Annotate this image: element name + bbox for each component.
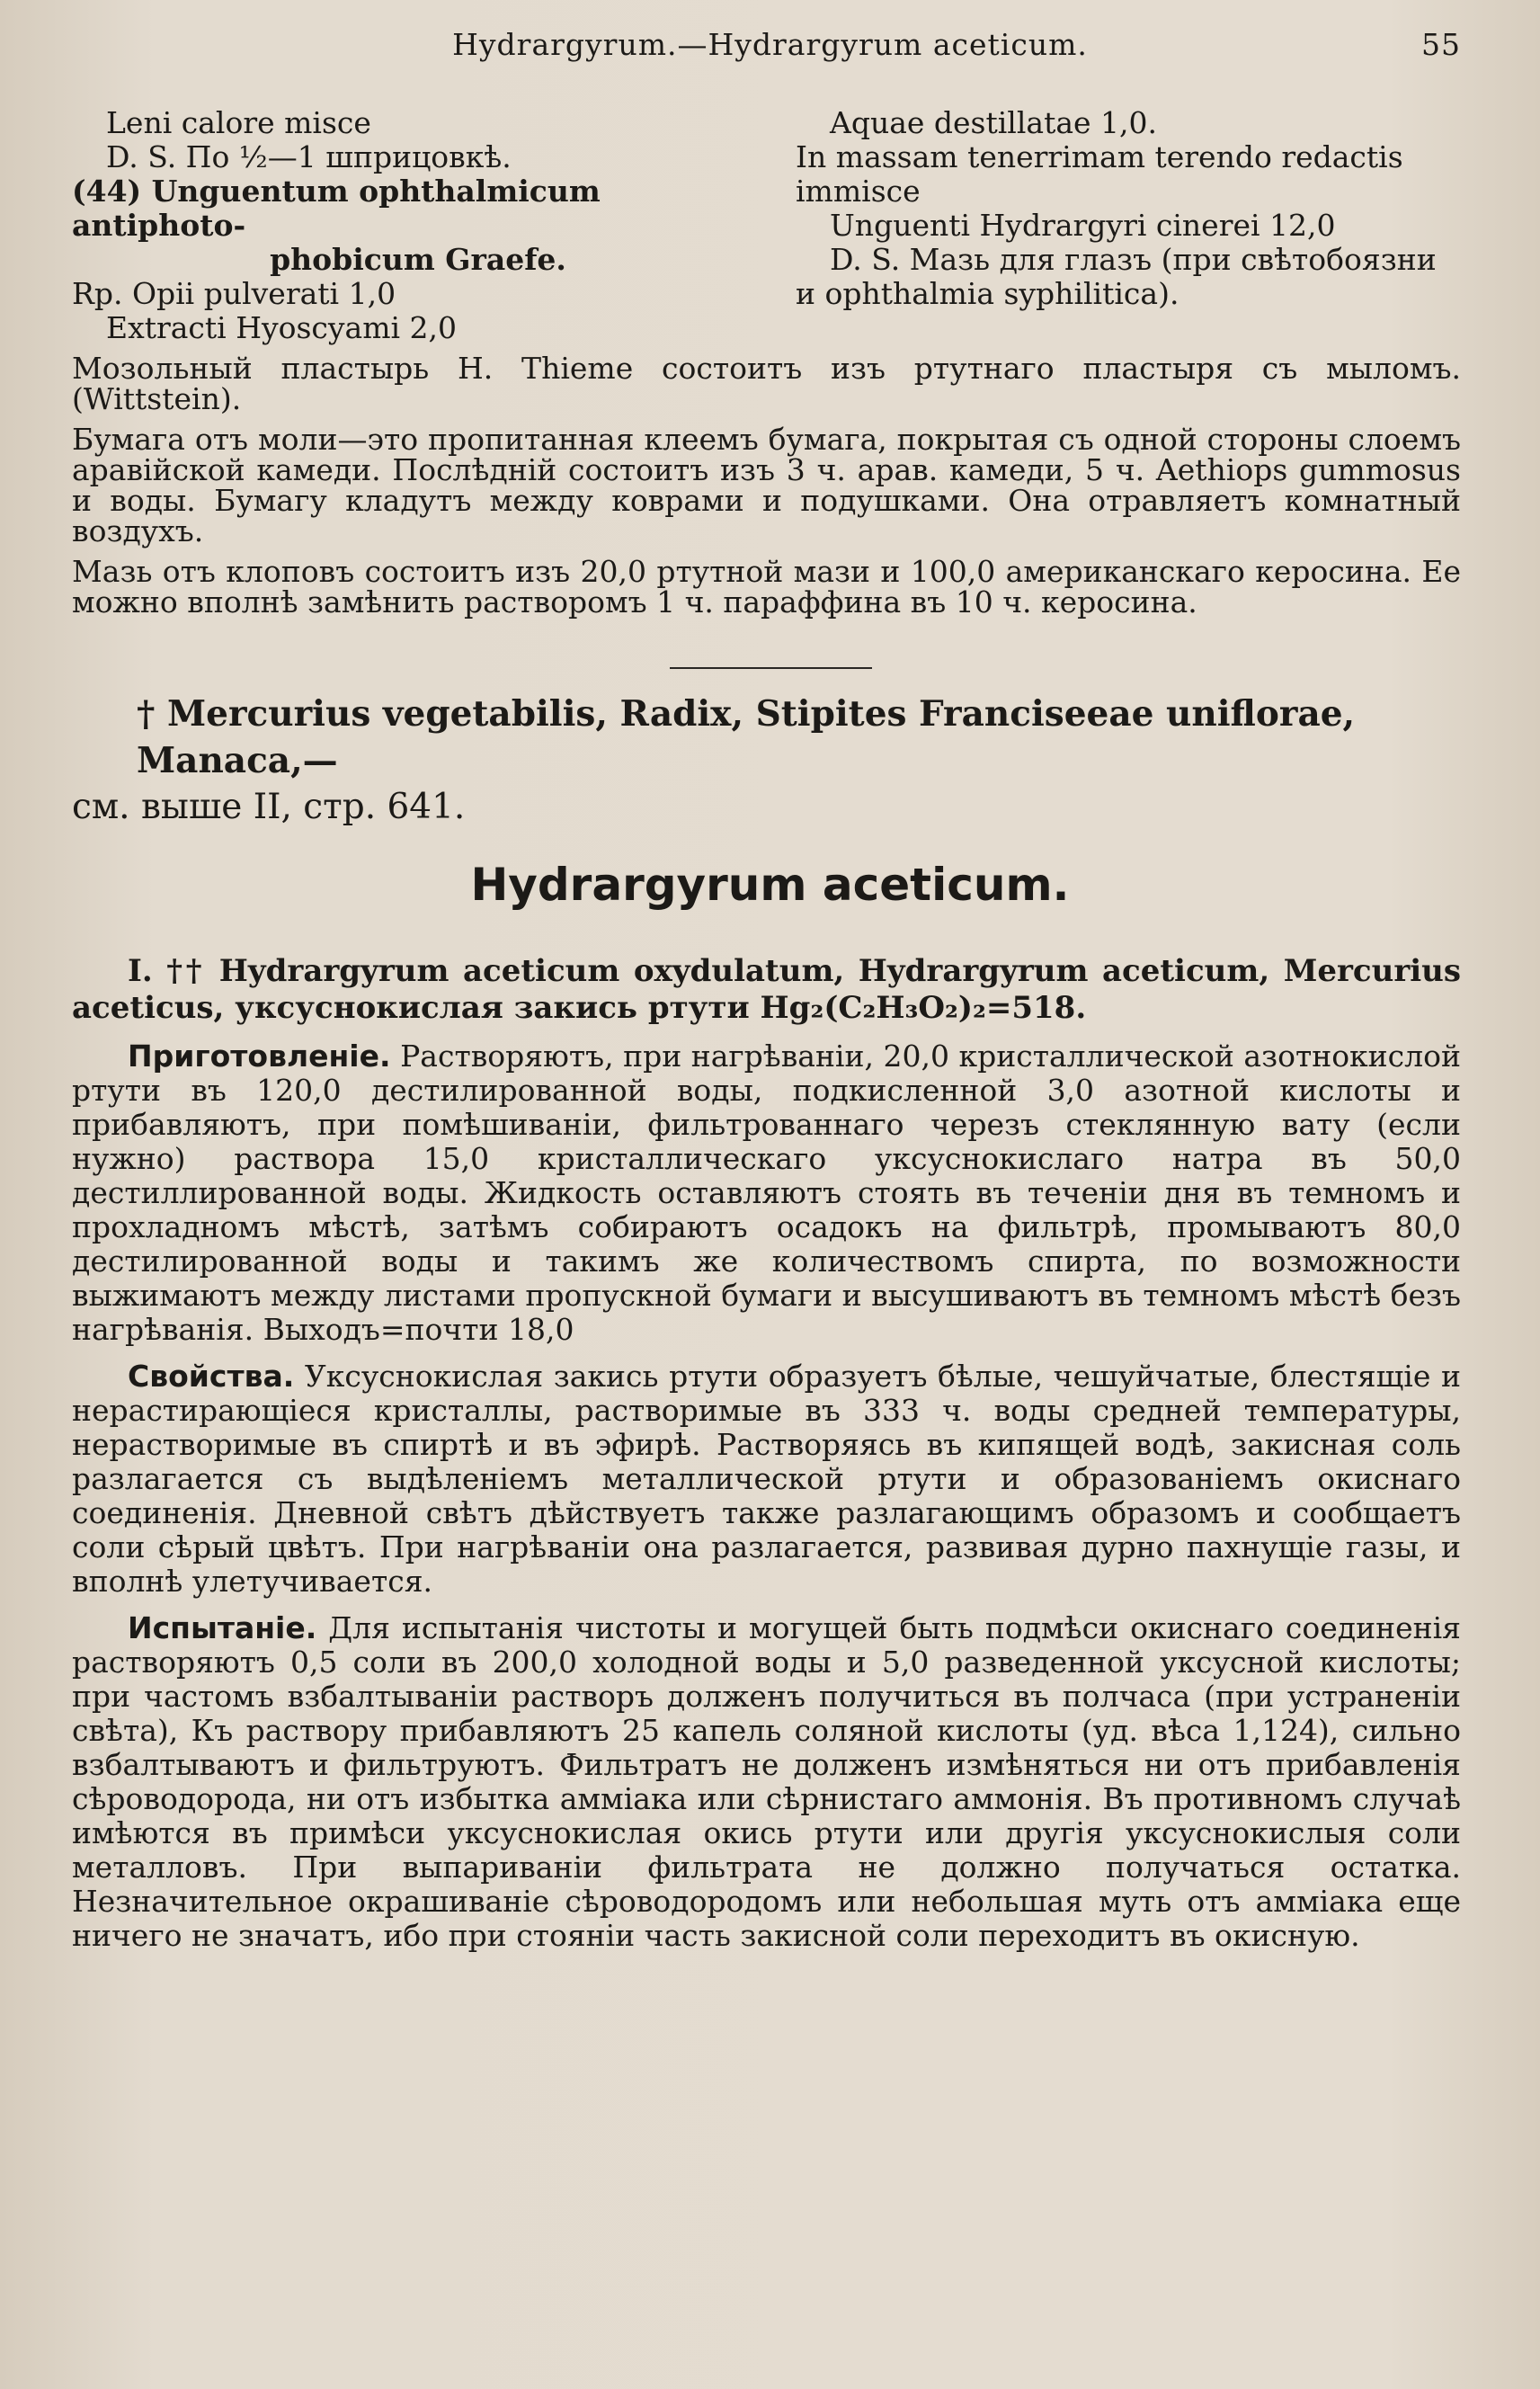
page-number: 55 (1421, 27, 1461, 62)
recipe-line: immisce (796, 174, 921, 209)
properties-paragraph (72, 1359, 1461, 1599)
paragraph-label: Свойства. (128, 1359, 295, 1394)
recipe-line: Rp. Opii pulverati 1,0 (72, 276, 396, 311)
recipe-line: Aquae destillatae 1,0. (830, 105, 1158, 140)
section-divider (670, 667, 872, 669)
paragraph-text: Растворяютъ, при нагрѣваніи, 20,0 кристаллической азотнокислой ртути въ 120,0 дестилированной воды, подкисленной 3,0 азотной кислоты и прибавляютъ, при помѣшиваніи, фильтрованнаго черезъ стеклянную вату (если нужно) раствора 15,0 кристаллическаго уксуснокислаго натра въ 50,0 дестиллированной воды. Жидкость оставляютъ стоять въ теченіи дня въ темномъ и прохладномъ мѣстѣ, затѣмъ собираютъ осадокъ на фильтрѣ, промываютъ 80,0 дестилированной воды и такимъ же количествомъ спирта, по возможности выжимаютъ между листами пропускной бумаги и высушиваютъ въ темномъ мѣстѣ безъ нагрѣванія. Выходъ=почти 18,0 (72, 1039, 1461, 1347)
heading-number: I. (128, 953, 153, 989)
paragraph-label: Испытаніе. (128, 1610, 317, 1645)
recipe-line: D. S. По ½—1 шприцовкѣ. (106, 139, 512, 174)
recipe-line: и ophthalmia syphilitica). (796, 276, 1179, 311)
recipe-heading: phobicum Graefe. (270, 242, 566, 277)
page-header (0, 27, 1540, 72)
recipe-column-left (72, 106, 764, 345)
recipe-line: Unguenti Hydrargyri cinerei 12,0 (830, 208, 1336, 243)
heading-text: †† Hydrargyrum aceticum oxydulatum, Hydrargyrum aceticum, Mercurius aceticus, уксуснокислая закись ртути Hg₂(C₂H₃O₂)₂=518. (72, 953, 1462, 1026)
note-paragraph: Бумага отъ моли—это пропитанная клеемъ бумага, покрытая съ одной стороны слоемъ аравійской камеди. Послѣдній состоитъ изъ 3 ч. арав. камеди, 5 ч. Aethiops gummosus и воды. Бумагу кладутъ между коврами и подушками. Она отравляетъ комнатный воздухъ. (72, 422, 1461, 548)
note-paragraph: Мозольный пластырь H. Thieme состоитъ изъ ртутнаго пластыря съ мыломъ. (Wittstein). (72, 351, 1461, 416)
recipe-column-right (796, 106, 1461, 311)
article-body (72, 953, 1461, 1966)
running-title: Hydrargyrum.—Hydrargyrum aceticum. (452, 27, 1088, 62)
cross-reference (72, 691, 1461, 831)
cross-reference-lead: † Mercurius vegetabilis, Radix, Stipites Franciseeae uniflorae, Manaca,— (137, 693, 1356, 781)
recipe-line: D. S. Мазь для глазъ (при свѣтобоязни (830, 242, 1437, 277)
note-paragraph: Мазь отъ клоповъ состоитъ изъ 20,0 ртутной мази и 100,0 американскаго керосина. Ее можно вполнѣ замѣнить растворомъ 1 ч. параффина въ 10 ч. керосина. (72, 554, 1461, 620)
notes-block (72, 353, 1461, 628)
recipe-heading: (44) Unguentum ophthalmicum antiphoto- (72, 174, 601, 243)
recipe-line: Extracti Hyoscyami 2,0 (106, 310, 458, 345)
compound-heading (72, 953, 1461, 1027)
recipe-line: Leni calore misce (106, 105, 371, 140)
preparation-paragraph (72, 1039, 1461, 1347)
recipe-line: In massam tenerrimam terendo redactis (796, 139, 1403, 174)
paragraph-text: Для испытанія чистоты и могущей быть подмѣси окиснаго соединенія растворяютъ 0,5 соли въ 200,0 холодной воды и 5,0 разведенной уксусной кислоты; при частомъ взбалтываніи растворъ долженъ получиться въ полчаса (при устраненіи свѣта), Къ раствору прибавляютъ 25 капель соляной кислоты (уд. вѣса 1,124), сильно взбалтываютъ и фильтруютъ. Фильтратъ не долженъ измѣняться ни отъ прибавленія сѣроводорода, ни отъ избытка амміака или сѣрнистаго аммонія. Въ противномъ случаѣ имѣются въ примѣси уксуснокислая окись ртути или другія уксуснокислыя соли металловъ. При выпариваніи фильтрата не должно получаться остатка. Незначительное окрашиваніе сѣроводородомъ или небольшая муть отъ амміака еще ничего не значатъ, ибо при стояніи часть закисной соли переходитъ въ окисную. (72, 1610, 1461, 1953)
testing-paragraph (72, 1611, 1461, 1953)
paragraph-text: Уксуснокислая закись ртути образуетъ бѣлые, чешуйчатые, блестящіе и нерастирающіеся кристаллы, растворимые въ 333 ч. воды средней температуры, нерастворимые въ спиртѣ и въ эфирѣ. Растворяясь въ кипящей водѣ, закисная соль разлагается съ выдѣленіемъ металлической ртути и образованіемъ окиснаго соединенія. Дневной свѣтъ дѣйствуетъ также разлагающимъ образомъ и сообщаетъ соли сѣрый цвѣтъ. При нагрѣваніи она разлагается, развивая дурно пахнущіе газы, и вполнѣ улетучивается. (72, 1359, 1461, 1599)
paragraph-label: Приготовленіе. (128, 1039, 391, 1074)
section-title: Hydrargyrum aceticum. (470, 859, 1070, 911)
cross-reference-rest: см. выше II, стр. 641. (72, 787, 466, 827)
